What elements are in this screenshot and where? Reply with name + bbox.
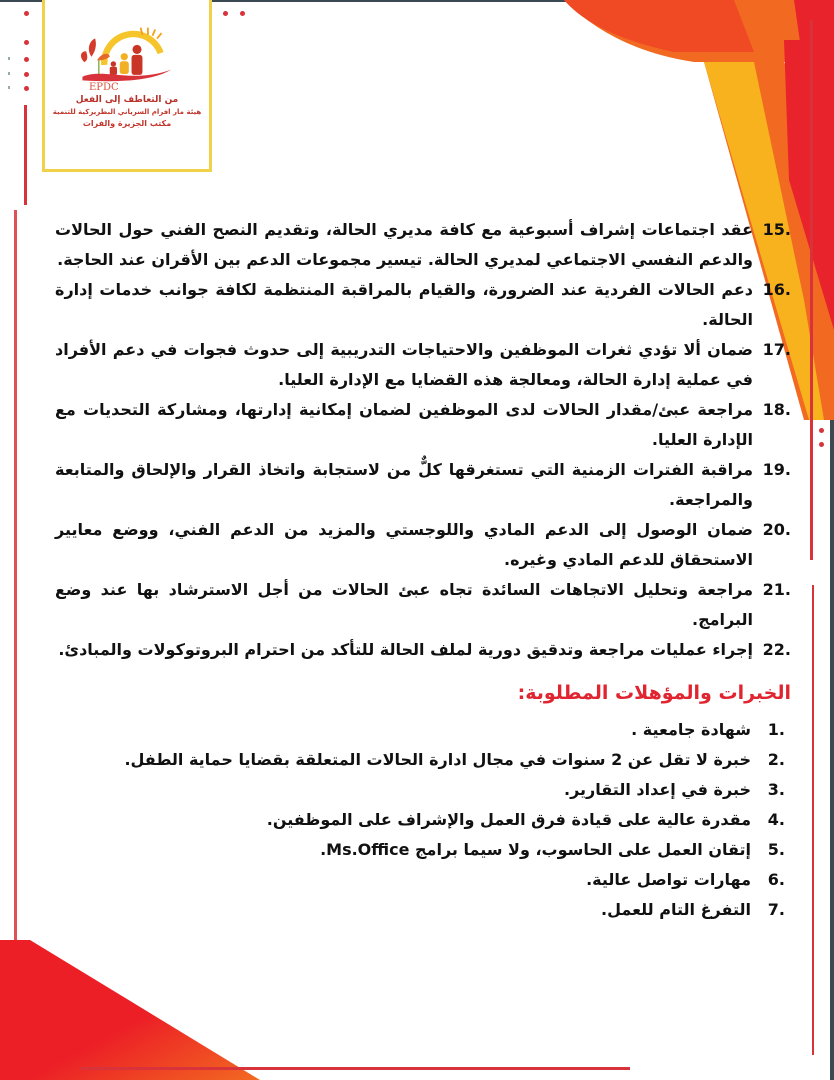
item-text: مقدرة عالية على قيادة فرق العمل والإشراف على الموظفين.	[266, 810, 751, 829]
list-item	[55, 715, 785, 745]
list-item	[55, 455, 791, 515]
right-accent-line	[810, 20, 813, 560]
item-text: شهادة جامعية .	[631, 720, 751, 739]
item-number: 17.	[762, 340, 791, 359]
organization-logo	[42, 0, 212, 172]
corner-decoration-bottom-left	[0, 940, 270, 1080]
main-content	[55, 215, 791, 925]
item-text: إتقان العمل على الحاسوب، ولا سيما برامج Ms.Office.	[320, 840, 751, 859]
item-text: ضمان ألا تؤدي ثغرات الموظفين والاحتياجات التدريبية إلى حدوث فجوات في دعم الأفراد في عملية إدارة الحالة، ومعالجة هذه القضايا مع الإدارة العليا.	[55, 340, 753, 389]
logo-org-name: هيئة مار افرام السرياني البطريركية للتنمية	[52, 108, 202, 116]
logo-brand-text: EPDC	[89, 82, 119, 93]
list-item	[55, 275, 791, 335]
item-number: 2.	[767, 750, 785, 769]
item-number: 22.	[762, 640, 791, 659]
left-accent-line	[24, 105, 27, 205]
item-number: 4.	[767, 810, 785, 829]
item-text: مراجعة عبئ/مقدار الحالات لدى الموظفين لضمان إمكانية إدارتها، ومشاركة التحديات مع الإدارة العليا.	[55, 400, 753, 449]
item-number: 18.	[762, 400, 791, 419]
item-number: 15.	[762, 220, 791, 239]
list-item	[55, 575, 791, 635]
item-number: 6.	[767, 870, 785, 889]
item-text: التفرغ التام للعمل.	[601, 900, 751, 919]
item-text: ضمان الوصول إلى الدعم المادي واللوجستي والمزيد من الدعم الفني، ووضع معايير الاستحقاق للدعم المادي وغيره.	[55, 520, 753, 569]
qualifications-heading: الخبرات والمؤهلات المطلوبة:	[517, 682, 791, 704]
list-item	[55, 395, 791, 455]
item-text: مراقبة الفترات الزمنية التي تستغرقها كلٌّ من لاستجابة واتخاذ القرار والإلحاق والمتابعة والمراجعة.	[55, 460, 753, 509]
logo-office: مكتب الجزيرة والفرات	[82, 119, 172, 128]
item-text: خبرة لا تقل عن 2 سنوات في مجال ادارة الحالات المتعلقة بقضايا حماية الطفل.	[124, 750, 751, 769]
logo-emblem-icon	[77, 24, 177, 84]
list-item	[55, 215, 791, 275]
list-item	[55, 835, 785, 865]
item-text: دعم الحالات الفردية عند الضرورة، والقيام بالمراقبة المنتظمة لكافة جوانب خدمات إدارة الحالة.	[55, 280, 753, 329]
item-number: 16.	[762, 280, 791, 299]
item-number: 3.	[767, 780, 785, 799]
logo-slogan: من التعاطف إلى الفعل	[75, 95, 179, 105]
responsibilities-list	[55, 215, 791, 665]
list-item	[55, 865, 785, 895]
item-number: 5.	[767, 840, 785, 859]
item-number: 21.	[762, 580, 791, 599]
right-accent-line-lower	[812, 585, 814, 1055]
item-number: 7.	[767, 900, 785, 919]
item-text: إجراء عمليات مراجعة وتدقيق دورية لملف الحالة للتأكد من احترام البروتوكولات والمبادئ.	[58, 640, 753, 659]
bottom-accent-line	[80, 1067, 630, 1070]
qualifications-list	[55, 715, 791, 925]
item-text: عقد اجتماعات إشراف أسبوعية مع كافة مديري الحالة، وتقديم النصح الفني حول الحالات والدعم النفسي الاجتماعي لمديري الحالة. تيسير مجموعات الدعم بين الأقران عند الحاجة.	[55, 220, 753, 269]
list-item	[55, 335, 791, 395]
list-item	[55, 515, 791, 575]
list-item	[55, 635, 791, 665]
list-item	[55, 775, 785, 805]
item-number: 20.	[762, 520, 791, 539]
item-text: مهارات تواصل عالية.	[586, 870, 751, 889]
item-number: 19.	[762, 460, 791, 479]
list-item	[55, 745, 785, 775]
list-item	[55, 805, 785, 835]
list-item	[55, 895, 785, 925]
item-number: 1.	[767, 720, 785, 739]
item-text: خبرة في إعداد التقارير.	[564, 780, 751, 799]
item-text: مراجعة وتحليل الاتجاهات السائدة تجاه عبئ الحالات من أجل الاسترشاد بها عند وضع البرامج.	[55, 580, 753, 629]
left-accent-line-long	[14, 210, 17, 1000]
